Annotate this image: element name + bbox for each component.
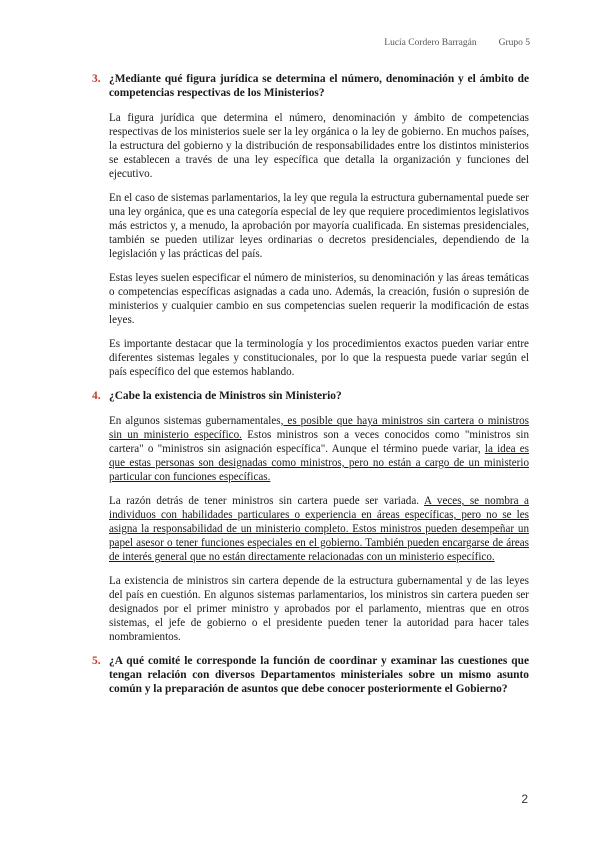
q4-p2-text: La razón detrás de tener ministros sin cartera puede ser variada. [109,495,424,507]
page-header [384,38,530,48]
header-author: Lucía Cordero Barragán [384,38,477,48]
page-number: 2 [521,792,528,806]
q4-p2-underlined: A veces, se nombra a individuos con habilidades particulares o experiencia en áreas específicas, pero no se les asigna la responsabilidad de un ministerio completo. Estos ministros pueden desempeñar un papel asesor o tener funciones especiales en el gobierno. También pueden encargarse de áreas de interés general que no están directamente relacionadas con un ministerio específico. [109,495,529,563]
q3-paragraph-3: Estas leyes suelen especificar el número de ministerios, su denominación y las áreas temáticas o competencias específicas asignadas a cada uno. Además, la creación, fusión o supresión de ministerios y cualquier cambio en sus competencias suelen requerir la modificación de estas leyes. [109,272,529,326]
header-group: Grupo 5 [498,38,530,48]
document-body [92,72,529,707]
q3-paragraph-1: La figura jurídica que determina el número, denominación y ámbito de competencias respectivas de los ministerios suele ser la ley orgánica o la ley de gobierno. En muchos países, la estructura del gobierno y la distribución de responsabilidades entre los distintos ministerios se establecen a través de una ley específica que detalla la organización y funciones del ejecutivo. [109,112,529,180]
q4-paragraph-1 [109,414,529,484]
q4-p1-underlined-b: la idea es que estas personas son designadas como ministros, pero no están a cargo de un ministerio particular con funciones específicas. [109,443,529,483]
question-3-heading [92,72,529,100]
question-4-heading [92,389,529,403]
question-5-title: ¿A qué comité le corresponde la función de coordinar y examinar las cuestiones que tengan relación con diversos Departamentos ministeriales sobre un mismo asunto común y la preparación de asuntos que debe conocer posteriormente el Gobierno? [109,655,529,695]
q4-p1-underlined-a: es posible que haya ministros sin cartera o ministros sin un ministerio específico. [109,415,530,441]
question-5-number: 5. [92,655,101,667]
question-3-title: ¿Mediante qué figura jurídica se determina el número, denominación y el ámbito de competencias respectivas de los Ministerios? [109,73,529,99]
question-4-number: 4. [92,390,101,402]
question-3-number: 3. [92,73,101,85]
q3-paragraph-2: En el caso de sistemas parlamentarios, la ley que regula la estructura gubernamental puede ser una ley orgánica, que es una categoría especial de ley que requiere procedimientos legislativos más estrictos y, a menudo, la aprobación por mayoría cualificada. En sistemas presidenciales, también se pueden utilizar leyes ordinarias o decretos presidenciales, dependiendo de la legislación y las prácticas del país. [109,192,529,260]
q3-paragraph-4: Es importante destacar que la terminología y los procedimientos exactos pueden variar entre diferentes sistemas legales y constitucionales, por lo que la respuesta puede variar según el país específico del que estemos hablando. [109,338,529,378]
q4-paragraph-3: La existencia de ministros sin cartera depende de la estructura gubernamental y de las leyes del país en cuestión. En algunos sistemas parlamentarios, los ministros sin cartera pueden ser designados por el primer ministro y aprobados por el parlamento, mientras que en otros sistemas, el jefe de gobierno o el presidente pueden tener la autoridad para hacer tales nombramientos. [109,575,529,643]
question-4-title: ¿Cabe la existencia de Ministros sin Ministerio? [109,390,342,402]
question-5-heading [92,654,529,696]
q4-p1-text-b: Estos ministros son a veces conocidos como "ministros sin cartera" o "ministros sin asignación específica". Aunque el término puede variar, [109,429,530,455]
q4-paragraph-2 [109,494,529,564]
q4-p1-text-a: En algunos sistemas gubernamentales, [109,415,284,427]
